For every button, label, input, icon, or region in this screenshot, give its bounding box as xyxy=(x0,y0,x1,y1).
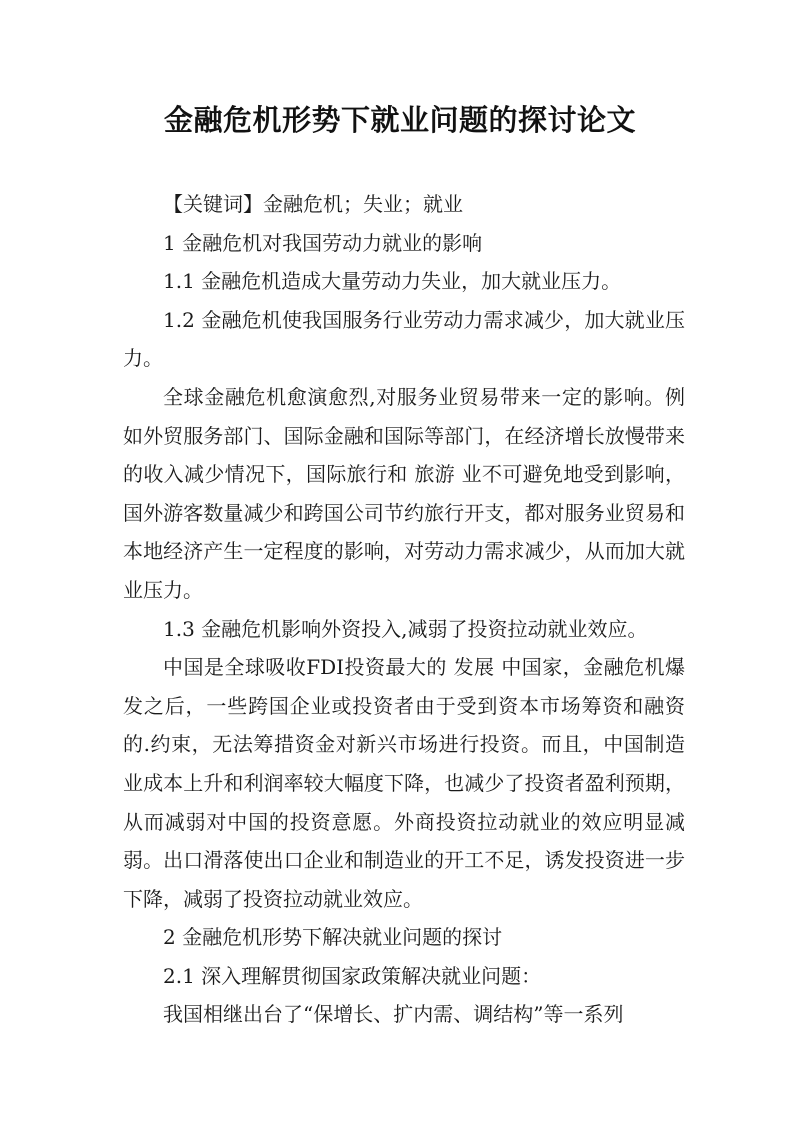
subsection-heading-2-1: 2.1 深入理解贯彻国家政策解决就业问题： xyxy=(163,963,542,988)
section-heading-1: 1 金融危机对我国劳动力就业的影响 xyxy=(163,230,483,255)
body-paragraph: 中国是全球吸收FDI投资最大的 发展 中国家，金融危机爆发之后，一些跨国企业或投资者由于受到资本市场筹资和融资的.约束，无法筹措资金对新兴市场进行投资。而且，中国制造业成本上升和利润率较大幅度下降，也减少了投资者盈利预期，从而减弱对中国的投资意愿。外商投资拉动就业的效应明显减弱。出口滑落使出口企业和制造业的开工不足，诱发投资进一步下降，减弱了投资拉动就业效应。 xyxy=(123,655,685,911)
document-title: 金融危机形势下就业问题的探讨论文 xyxy=(163,103,636,137)
body-paragraph: 我国相继出台了“保增长、扩内需、调结构”等一系列 xyxy=(163,1002,624,1027)
subsection-heading-1-3: 1.3 金融危机影响外资投入,减弱了投资拉动就业效应。 xyxy=(163,616,648,641)
keywords-paragraph: 【关键词】金融危机；失业；就业 xyxy=(163,192,463,216)
section-heading-2: 2 金融危机形势下解决就业问题的探讨 xyxy=(163,925,503,950)
subsection-heading-1-1: 1.1 金融危机造成大量劳动力失业，加大就业压力。 xyxy=(163,269,622,294)
subsection-heading-1-2: 1.2 金融危机使我国服务行业劳动力需求减少，加大就业压力。 xyxy=(123,307,685,371)
document-body xyxy=(123,185,685,1034)
body-paragraph: 全球金融危机愈演愈烈,对服务业贸易带来一定的影响。例如外贸服务部门、国际金融和国际等部门，在经济增长放慢带来的收入减少情况下，国际旅行和 旅游 业不可避免地受到影响，国外游客数量减少和跨国公司节约旅行开支，都对服务业贸易和本地经济产生一定程度的影响，对劳动力需求减少，从而加大就业压力。 xyxy=(123,384,685,602)
